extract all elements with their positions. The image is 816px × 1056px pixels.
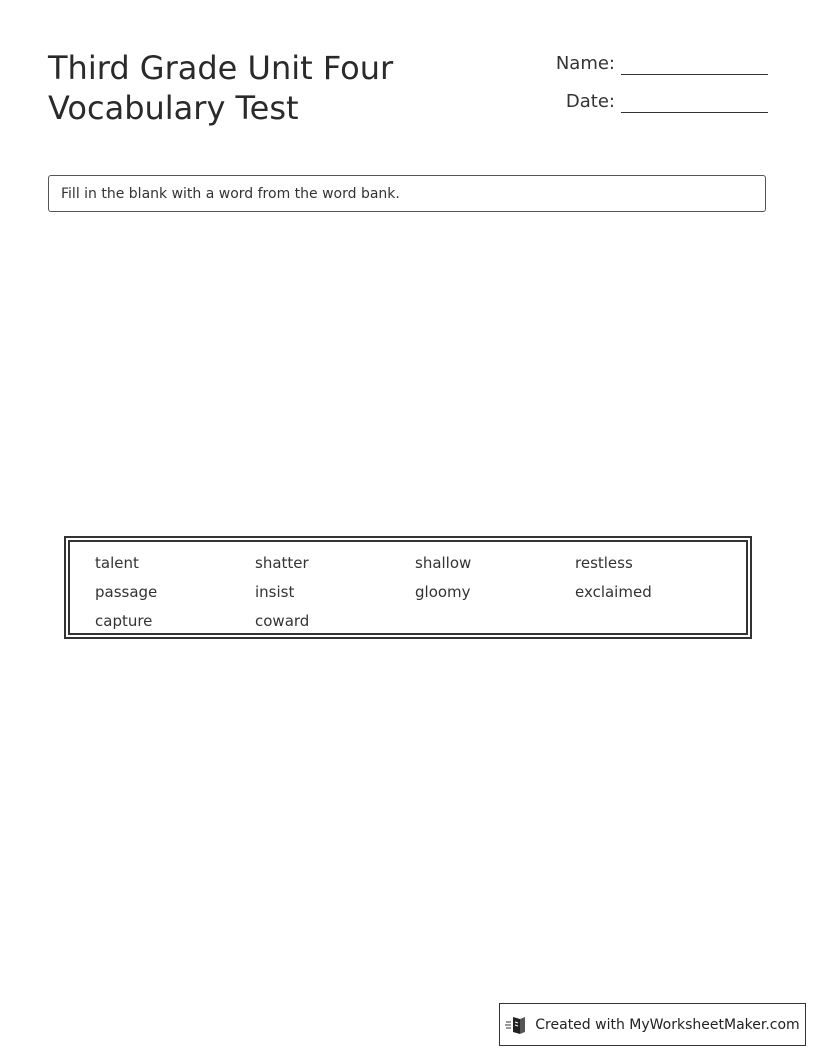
word-bank-item: passage [95,583,158,601]
name-label: Name: [555,53,615,74]
worksheet-title [48,48,468,128]
name-row [556,52,768,75]
instructions-box: Fill in the blank with a word from the word bank. [48,175,766,212]
footer-badge[interactable] [499,1003,806,1046]
date-row [566,90,768,113]
date-blank-line[interactable] [621,90,768,113]
title-line-2: Vocabulary Test [48,89,299,127]
word-bank-item: shallow [415,554,472,572]
date-label: Date: [565,91,615,112]
word-bank-grid [68,540,748,635]
word-bank [64,536,752,639]
word-bank-item: insist [255,583,295,601]
word-bank-item: gloomy [415,583,471,601]
name-blank-line[interactable] [621,52,768,75]
word-bank-item: coward [255,612,310,630]
footer-text: Created with MyWorksheetMaker.com [535,1016,800,1033]
word-bank-item: restless [575,554,633,572]
word-bank-item: exclaimed [575,583,652,601]
book-logo-icon [505,1014,527,1036]
title-line-1: Third Grade Unit Four [48,49,394,87]
word-bank-item: capture [95,612,153,630]
word-bank-item: shatter [255,554,309,572]
word-bank-item: talent [95,554,139,572]
